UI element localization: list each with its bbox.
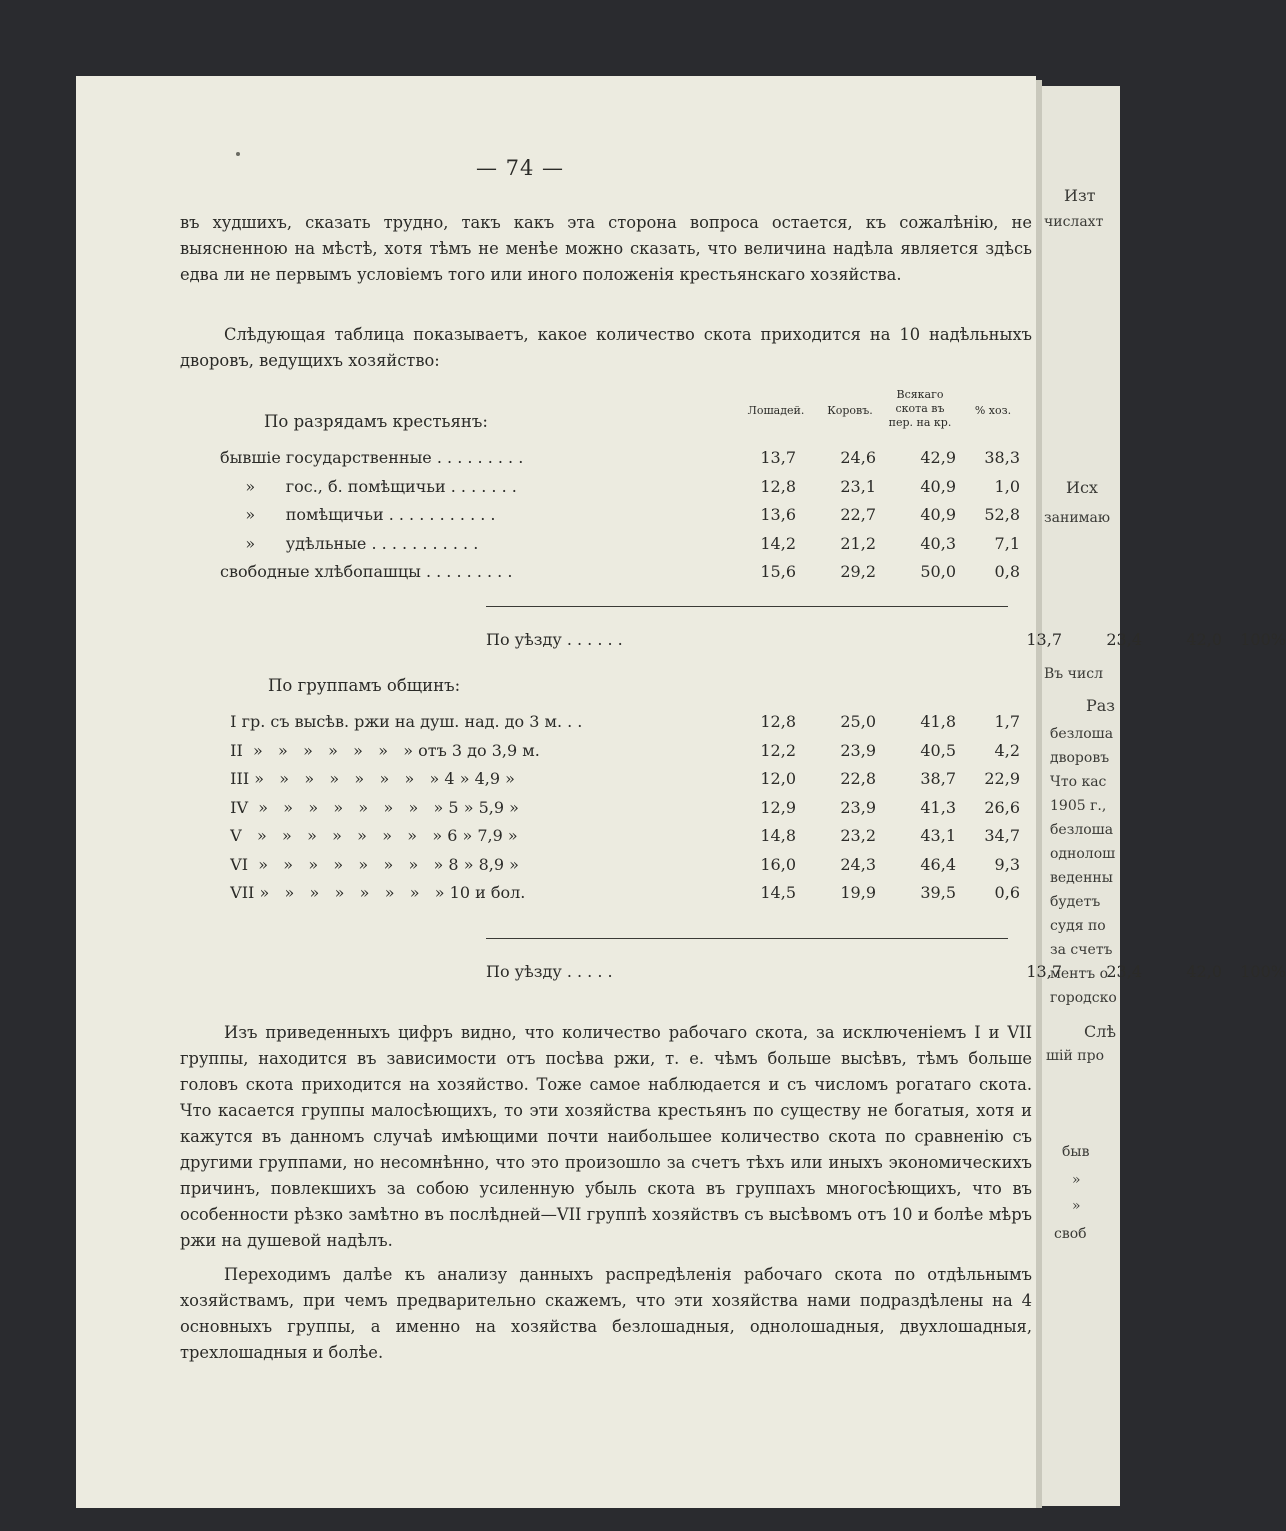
value-all-livestock: 50,0 bbox=[920, 562, 956, 581]
value-cows: 23,4 bbox=[1106, 962, 1142, 981]
value-all-livestock: 41,8 bbox=[920, 712, 956, 731]
value-cows: 29,2 bbox=[840, 562, 876, 581]
value-horses: 12,8 bbox=[760, 712, 796, 731]
facing-text: Исх bbox=[1066, 478, 1098, 497]
value-horses: 14,2 bbox=[760, 533, 796, 553]
facing-text: городско bbox=[1050, 990, 1117, 1006]
value-all-livestock: 42,0 bbox=[1186, 962, 1222, 981]
value-horses: 16,0 bbox=[760, 854, 796, 874]
facing-text: будетъ bbox=[1050, 894, 1101, 910]
facing-page-fragment bbox=[1042, 86, 1120, 1506]
facing-text: » bbox=[1072, 1198, 1081, 1214]
row-label: I гр. съ высѣв. ржи на душ. над. до 3 м. . . bbox=[220, 712, 583, 731]
row-label: V » » » » » » » » 6 » 7,9 » bbox=[220, 826, 518, 845]
value-cows: 25,0 bbox=[840, 712, 876, 731]
value-percent: 22,9 bbox=[984, 769, 1020, 788]
value-all-livestock: 40,9 bbox=[920, 505, 956, 524]
value-horses: 12,0 bbox=[760, 769, 796, 788]
value-horses: 12,8 bbox=[760, 476, 796, 496]
value-all-livestock: 43,1 bbox=[920, 826, 956, 845]
value-percent: 7,1 bbox=[994, 533, 1020, 553]
value-percent: 38,3 bbox=[984, 448, 1020, 467]
value-percent: 1,7 bbox=[994, 712, 1020, 731]
col-header-all-l3: пер. на кр. bbox=[888, 416, 952, 429]
table-row bbox=[486, 962, 1286, 986]
table-row bbox=[486, 630, 1286, 654]
value-horses: 12,9 bbox=[760, 797, 796, 817]
table-row bbox=[220, 562, 1020, 586]
value-horses: 14,5 bbox=[760, 883, 796, 902]
value-horses: 13,7 bbox=[1026, 962, 1062, 981]
table-row bbox=[220, 477, 1020, 501]
row-label: бывшіе государственные . . . . . . . . . bbox=[220, 448, 524, 467]
row-label: III » » » » » » » » 4 » 4,9 » bbox=[220, 769, 515, 788]
facing-text: Раз bbox=[1086, 696, 1116, 715]
table-row bbox=[220, 505, 1020, 529]
row-label: свободные хлѣбопашцы . . . . . . . . . bbox=[220, 562, 513, 581]
value-horses: 15,6 bbox=[760, 562, 796, 581]
value-cows: 23,2 bbox=[840, 826, 876, 845]
facing-text: Изт bbox=[1064, 186, 1096, 205]
facing-text: шій про bbox=[1046, 1048, 1104, 1064]
value-percent: 100% bbox=[1240, 962, 1286, 981]
value-horses: 13,7 bbox=[760, 448, 796, 467]
value-percent: 0,8 bbox=[994, 562, 1020, 581]
col-header-cows: Коровъ. bbox=[827, 404, 873, 417]
facing-text: Слѣ bbox=[1084, 1022, 1117, 1041]
value-horses: 13,6 bbox=[760, 505, 796, 524]
facing-text: дворовъ bbox=[1050, 750, 1110, 766]
table-row bbox=[220, 883, 1020, 907]
value-cows: 19,9 bbox=[840, 883, 876, 902]
value-cows: 21,2 bbox=[840, 533, 876, 553]
value-percent: 4,2 bbox=[994, 740, 1020, 760]
facing-text: ментъ о bbox=[1050, 966, 1109, 982]
facing-text: 1905 г., bbox=[1050, 798, 1107, 814]
value-percent: 1,0 bbox=[994, 476, 1020, 496]
table-row bbox=[220, 741, 1020, 765]
facing-text: судя по bbox=[1050, 918, 1106, 934]
value-cows: 22,8 bbox=[840, 769, 876, 788]
facing-text: за счетъ bbox=[1050, 942, 1113, 958]
section-heading-groups: По группамъ общинъ: bbox=[268, 676, 461, 695]
value-horses: 12,2 bbox=[760, 740, 796, 760]
facing-text: безлоша bbox=[1050, 726, 1114, 742]
facing-text: занимаю bbox=[1044, 510, 1111, 526]
value-percent: 9,3 bbox=[994, 854, 1020, 874]
value-all-livestock: 40,5 bbox=[920, 740, 956, 760]
value-all-livestock: 46,4 bbox=[920, 854, 956, 874]
facing-text: Въ числ bbox=[1044, 666, 1103, 682]
value-all-livestock: 40,3 bbox=[920, 533, 956, 553]
value-cows: 23,4 bbox=[1106, 630, 1142, 649]
value-cows: 23,9 bbox=[840, 740, 876, 760]
value-percent: 34,7 bbox=[984, 826, 1020, 845]
facing-text: веденны bbox=[1050, 870, 1113, 886]
table-row bbox=[220, 855, 1020, 879]
paragraph-3: Изъ приведенныхъ цифръ видно, что количество рабочаго скота, за исключеніемъ I и VII группы, находится въ зависимости отъ посѣва ржи, т. е. чѣмъ больше высѣвъ, тѣмъ больше головъ скота приходится на хозяйство. Тоже самое наблюдается и съ числомъ рогатаго скота. Что касается группы малосѣющихъ, то эти хозяйства крестьянъ по существу не богатыя, хотя и кажутся въ данномъ случаѣ имѣющими почти наибольшее количество скота по сравненію съ другими группами, но несомнѣнно, что это произошло за счетъ тѣхъ или иныхъ экономическихъ причинъ, повлекшихъ за собою усиленную убыль скота въ группахъ многосѣющихъ, что въ особенности рѣзко замѣтно въ послѣдней—VII группѣ хозяйствъ съ высѣвомъ отъ 10 и болѣе мѣръ ржи на душевой надѣлъ. bbox=[180, 1023, 1032, 1250]
facing-text: однолош bbox=[1050, 846, 1116, 862]
facing-text: » bbox=[1072, 1172, 1081, 1188]
value-percent: 26,6 bbox=[984, 797, 1020, 817]
facing-text: быв bbox=[1062, 1144, 1090, 1160]
table-row bbox=[220, 826, 1020, 850]
facing-text: числахт bbox=[1044, 214, 1104, 230]
value-all-livestock: 42,0 bbox=[1186, 630, 1222, 649]
row-label: » удѣльные . . . . . . . . . . . bbox=[220, 533, 479, 553]
value-cows: 24,6 bbox=[840, 448, 876, 467]
value-all-livestock: 41,3 bbox=[920, 797, 956, 817]
col-header-horses: Лошадей. bbox=[747, 404, 805, 417]
paragraph-1: въ худшихъ, сказать трудно, такъ какъ эта сторона вопроса остается, къ сожалѣнію, не выясненною на мѣстѣ, хотя тѣмъ не менѣе можно сказать, что величина надѣла является здѣсь едва ли не первымъ условіемъ того или иного положенія крестьянскаго хозяйства. bbox=[180, 213, 1032, 284]
value-horses: 13,7 bbox=[1026, 630, 1062, 649]
facing-text: безлоша bbox=[1050, 822, 1114, 838]
table-row bbox=[220, 448, 1020, 472]
row-label: » помѣщичьи . . . . . . . . . . . bbox=[220, 505, 496, 524]
table-row bbox=[220, 798, 1020, 822]
row-label: VII » » » » » » » » 10 и бол. bbox=[220, 883, 526, 902]
value-cows: 24,3 bbox=[840, 854, 876, 874]
total-rule bbox=[486, 606, 1008, 607]
row-label: » гос., б. помѣщичьи . . . . . . . bbox=[220, 476, 517, 496]
value-all-livestock: 42,9 bbox=[920, 448, 956, 467]
col-header-pct: % хоз. bbox=[974, 404, 1012, 417]
facing-text: своб bbox=[1054, 1226, 1087, 1242]
value-cows: 23,1 bbox=[840, 476, 876, 496]
value-all-livestock: 39,5 bbox=[920, 883, 956, 902]
facing-text: Что кас bbox=[1050, 774, 1107, 790]
total-rule bbox=[486, 938, 1008, 939]
value-percent: 52,8 bbox=[984, 505, 1020, 524]
table-row bbox=[220, 534, 1020, 558]
row-label: VI » » » » » » » » 8 » 8,9 » bbox=[220, 854, 519, 874]
row-label: II » » » » » » » отъ 3 до 3,9 м. bbox=[220, 740, 540, 760]
paragraph-4: Переходимъ далѣе къ анализу данныхъ распредѣленія рабочаго скота по отдѣльнымъ хозяйствамъ, при чемъ предварительно скажемъ, что эти хозяйства нами подраздѣлены на 4 основныхъ группы, а именно на хозяйства безлошадныя, однолошадныя, двухлошадныя, трехлошадныя и болѣе. bbox=[180, 1265, 1032, 1362]
col-header-all-l2: скота въ bbox=[895, 402, 945, 415]
page-number: — 74 — bbox=[475, 156, 565, 180]
value-cows: 23,9 bbox=[840, 797, 876, 817]
value-percent: 0,6 bbox=[994, 883, 1020, 902]
value-cows: 22,7 bbox=[840, 505, 876, 524]
table-row bbox=[220, 712, 1020, 736]
row-label: По уѣзду . . . . . bbox=[486, 962, 613, 981]
paragraph-2: Слѣдующая таблица показываетъ, какое количество скота приходится на 10 надѣльныхъ дворовъ, ведущихъ хозяйство: bbox=[180, 325, 1032, 370]
value-horses: 14,8 bbox=[760, 826, 796, 845]
value-percent: 100% bbox=[1240, 630, 1286, 649]
value-all-livestock: 38,7 bbox=[920, 769, 956, 788]
table-row bbox=[220, 769, 1020, 793]
section-heading-categories: По разрядамъ крестьянъ: bbox=[264, 412, 488, 431]
col-header-all-l1: Всякаго bbox=[896, 388, 944, 401]
row-label: IV » » » » » » » » 5 » 5,9 » bbox=[220, 797, 519, 817]
value-all-livestock: 40,9 bbox=[920, 476, 956, 496]
row-label: По уѣзду . . . . . . bbox=[486, 630, 623, 649]
